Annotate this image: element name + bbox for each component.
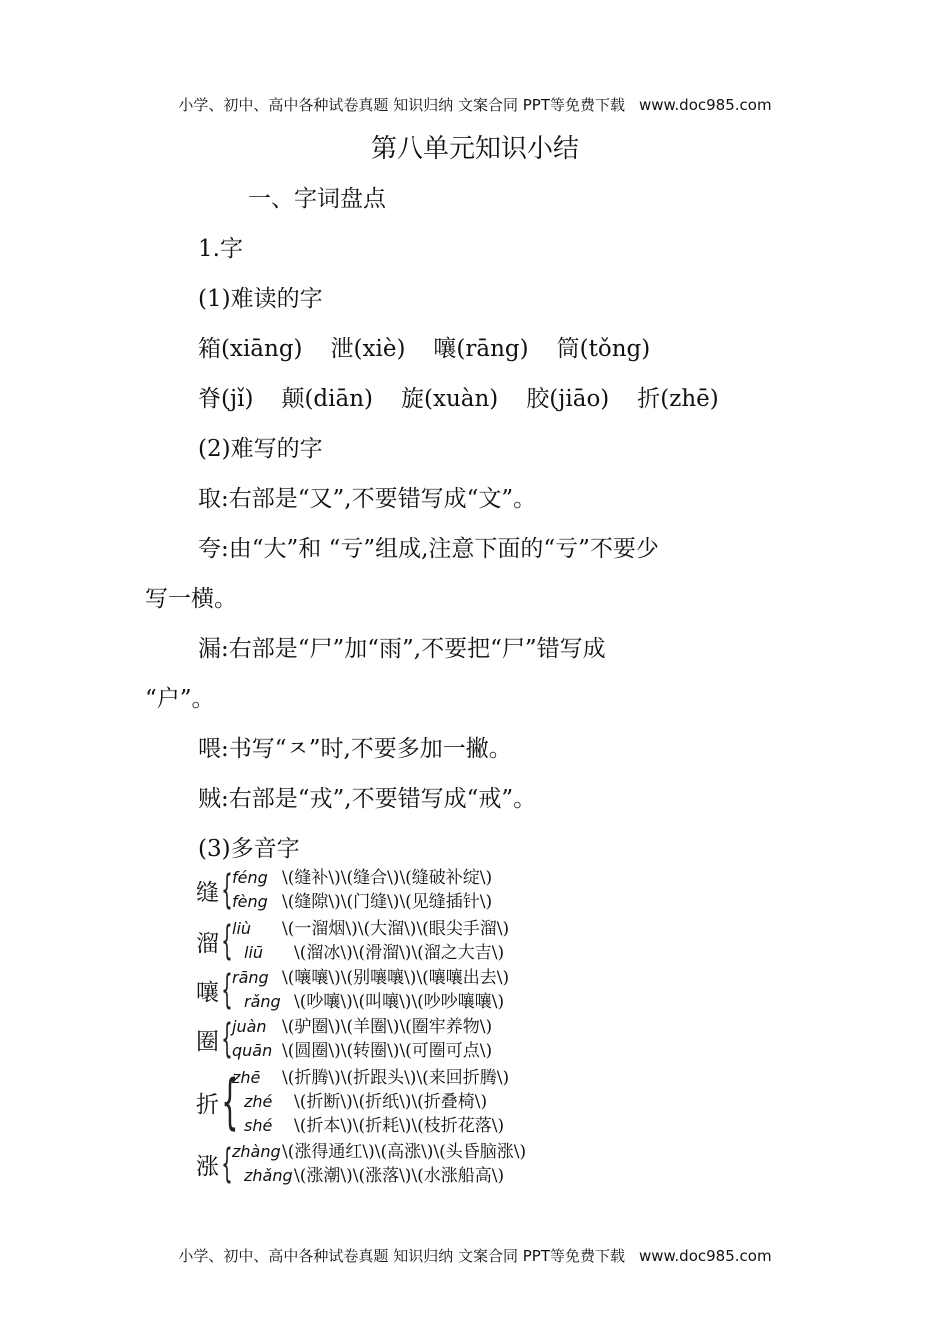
reading-line bbox=[232, 1164, 526, 1188]
writing-note: 取:右部是“又”,不要错写成“文”。 bbox=[198, 486, 537, 512]
pinyin: liū bbox=[244, 943, 264, 962]
example-words: \(吵嚷\)\(叫嚷\)\(吵吵嚷嚷\) bbox=[294, 992, 505, 1012]
example-words: \(涨潮\)\(涨落\)\(水涨船高\) bbox=[294, 1166, 505, 1186]
writing-note: 贼:右部是“戎”,不要错写成“戒”。 bbox=[198, 786, 537, 812]
header-text: 小学、初中、高中各种试卷真题 知识归纳 文案合同 PPT等免费下载 bbox=[178, 96, 625, 114]
page-title: 第八单元知识小结 bbox=[370, 134, 579, 164]
brace-icon: { bbox=[221, 1141, 233, 1187]
polyphone-char: 折 bbox=[196, 1091, 219, 1118]
polyphone-heading: (3)多音字 bbox=[198, 836, 300, 862]
polyphone-group bbox=[196, 1015, 492, 1063]
reading-line bbox=[232, 917, 509, 941]
section-heading: 一、字词盘点 bbox=[248, 186, 386, 212]
polyphone-char: 缝 bbox=[196, 879, 219, 906]
polyphone-char: 嚷 bbox=[196, 979, 219, 1006]
reading-list bbox=[232, 966, 509, 1014]
pinyin-item: 旋(xuàn) bbox=[401, 386, 499, 412]
example-words: \(折断\)\(折纸\)\(折叠椅\) bbox=[294, 1092, 488, 1112]
writing-note: 漏:右部是“尸”加“雨”,不要把“尸”错写成 bbox=[198, 636, 606, 662]
pinyin: rǎng bbox=[244, 992, 281, 1011]
pinyin-row-1 bbox=[198, 330, 678, 363]
pinyin-item: 箱(xiāng) bbox=[198, 336, 303, 362]
pinyin: zhé bbox=[244, 1092, 273, 1111]
pinyin-item: 嚷(rāng) bbox=[433, 336, 529, 362]
page-footer bbox=[0, 1245, 950, 1266]
polyphone-char: 溜 bbox=[196, 930, 219, 957]
reading-line bbox=[232, 990, 509, 1014]
reading-list bbox=[232, 1066, 509, 1138]
difficult-writing-heading: (2)难写的字 bbox=[198, 436, 323, 462]
example-words: \(溜冰\)\(滑溜\)\(溜之大吉\) bbox=[294, 943, 505, 963]
brace-icon: { bbox=[221, 1016, 233, 1062]
pinyin-item: 颠(diān) bbox=[281, 386, 373, 412]
reading-line bbox=[232, 1114, 509, 1138]
reading-list bbox=[232, 1140, 526, 1188]
reading-line bbox=[232, 1015, 492, 1039]
example-words: \(缝隙\)\(门缝\)\(见缝插针\) bbox=[282, 892, 493, 912]
writing-note: 夸:由“大”和 “亏”组成,注意下面的“亏”不要少 bbox=[198, 536, 659, 562]
example-words: \(驴圈\)\(羊圈\)\(圈牢养物\) bbox=[282, 1017, 493, 1037]
pinyin-item: 折(zhē) bbox=[637, 386, 719, 412]
pinyin: shé bbox=[244, 1116, 273, 1135]
reading-line bbox=[232, 1090, 509, 1114]
pinyin: féng bbox=[232, 868, 268, 887]
footer-text: 小学、初中、高中各种试卷真题 知识归纳 文案合同 PPT等免费下载 bbox=[178, 1247, 625, 1265]
pinyin-item: 泄(xiè) bbox=[330, 336, 406, 362]
header-url[interactable]: www.doc985.com bbox=[638, 96, 772, 114]
polyphone-group bbox=[196, 917, 509, 965]
example-words: \(圆圈\)\(转圈\)\(可圈可点\) bbox=[282, 1041, 493, 1061]
brace-icon: { bbox=[221, 1067, 239, 1137]
polyphone-group bbox=[196, 966, 509, 1014]
reading-list bbox=[232, 866, 492, 914]
polyphone-group bbox=[196, 1066, 509, 1138]
polyphone-char: 圈 bbox=[196, 1028, 219, 1055]
writing-note-continued: 写一横。 bbox=[145, 586, 237, 612]
reading-list bbox=[232, 917, 509, 965]
pinyin: zhǎng bbox=[244, 1166, 293, 1185]
reading-line bbox=[232, 1140, 526, 1164]
pinyin: fèng bbox=[232, 892, 268, 911]
pinyin-row-2 bbox=[198, 380, 747, 413]
brace-icon: { bbox=[221, 918, 233, 964]
pinyin: juàn bbox=[232, 1017, 267, 1036]
reading-line bbox=[232, 1039, 492, 1063]
pinyin-item: 胶(jiāo) bbox=[526, 386, 610, 412]
reading-line bbox=[232, 966, 509, 990]
subsection-heading: 1.字 bbox=[198, 236, 243, 262]
example-words: \(折本\)\(折耗\)\(枝折花落\) bbox=[294, 1116, 505, 1136]
pinyin: rāng bbox=[232, 968, 269, 987]
example-words: \(嚷嚷\)\(别嚷嚷\)\(嚷嚷出去\) bbox=[282, 968, 510, 988]
footer-url[interactable]: www.doc985.com bbox=[638, 1247, 772, 1265]
polyphone-char: 涨 bbox=[196, 1153, 219, 1180]
polyphone-group bbox=[196, 1140, 526, 1188]
pinyin: zhē bbox=[232, 1068, 261, 1087]
polyphone-group bbox=[196, 866, 492, 914]
pinyin: zhàng bbox=[232, 1142, 281, 1161]
example-words: \(缝补\)\(缝合\)\(缝破补绽\) bbox=[282, 868, 493, 888]
reading-list bbox=[232, 1015, 492, 1063]
reading-line bbox=[232, 941, 509, 965]
writing-note-continued: “户”。 bbox=[145, 686, 215, 712]
pinyin-item: 脊(jǐ) bbox=[198, 386, 254, 412]
example-words: \(一溜烟\)\(大溜\)\(眼尖手溜\) bbox=[282, 919, 510, 939]
page-header bbox=[0, 94, 950, 115]
pinyin: liù bbox=[232, 919, 252, 938]
reading-line bbox=[232, 1066, 509, 1090]
reading-line bbox=[232, 866, 492, 890]
difficult-reading-heading: (1)难读的字 bbox=[198, 286, 323, 312]
writing-note: 喂:书写“ㅈ”时,不要多加一撇。 bbox=[198, 736, 512, 762]
pinyin: quān bbox=[232, 1041, 273, 1060]
example-words: \(涨得通红\)\(高涨\)\(头昏脑涨\) bbox=[282, 1142, 527, 1162]
reading-line bbox=[232, 890, 492, 914]
pinyin-item: 筒(tǒng) bbox=[556, 336, 651, 362]
brace-icon: { bbox=[221, 867, 233, 913]
example-words: \(折腾\)\(折跟头\)\(来回折腾\) bbox=[282, 1068, 510, 1088]
brace-icon: { bbox=[221, 967, 233, 1013]
